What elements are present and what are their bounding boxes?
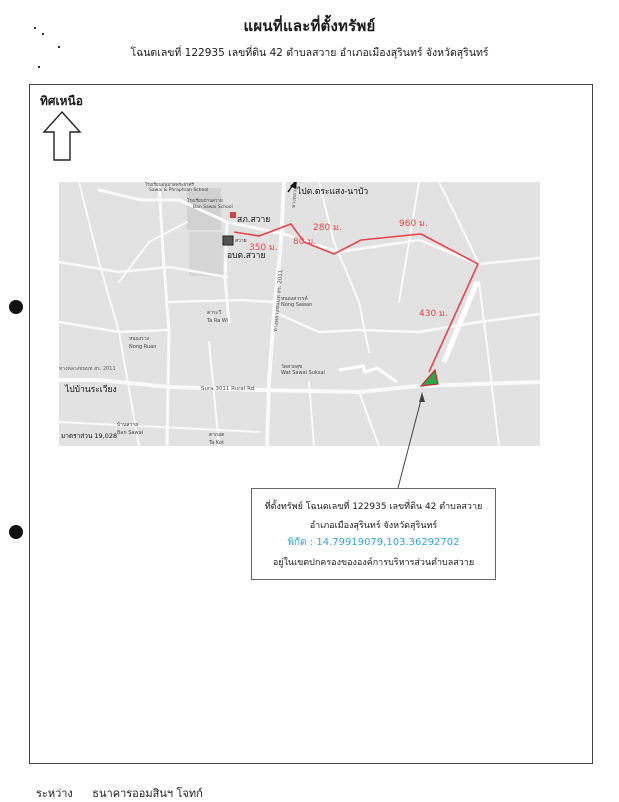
label-pond: หนองรวง	[129, 336, 150, 342]
label-ban-sawai-th: บ้านสวาย	[117, 422, 138, 428]
map-scale: มาตราส่วน 19,028	[61, 432, 118, 440]
distance-label: 280 ม.	[313, 223, 342, 233]
distance-label: 960 ม.	[399, 219, 428, 229]
location-callout	[251, 488, 496, 580]
page-subtitle: โฉนดเลขที่ 122935 เลขที่ดิน 42 ตำบลสวาย อำเภอเมืองสุรินทร์ จังหวัดสุรินทร์	[130, 47, 489, 59]
callout-coordinates	[252, 535, 495, 550]
label-police: สภ.สวาย	[237, 215, 271, 225]
label-school2-en: Sawai & Phraphran School	[149, 188, 209, 193]
label-ban-sawai: Ban Sawai	[117, 430, 144, 436]
label-ta-ra-wi: Ta Ra Wi	[207, 318, 229, 324]
coordinates-label: พิกัด :	[287, 537, 314, 548]
label-nong-sawan-th: หนองสวรรค์	[281, 296, 308, 302]
footer-label: ระหว่าง	[36, 787, 73, 800]
label-office: อบต.สวาย	[227, 251, 266, 261]
label-school2-th: โรงเรียนอนุบาลพระยาศรี	[145, 183, 194, 188]
distance-label: 80 ม.	[293, 237, 317, 247]
label-ta-ra-wi-th: ตาระวี	[207, 310, 222, 316]
page-title: แผนที่และที่ตั้งทรัพย์	[243, 17, 376, 35]
callout-line-2: อำเภอเมืองสุรินทร์ จังหวัดสุรินทร์	[309, 521, 438, 531]
callout-line-1: ที่ตั้งทรัพย์ โฉนดเลขที่ 122935 เลขที่ดิน 42 ตำบลสวาย	[264, 502, 483, 512]
label-to-village: ไปบ้านระเวียง	[65, 385, 117, 395]
label-school-en: Ban Sawai School	[193, 205, 233, 210]
distance-label: 350 ม.	[249, 243, 278, 253]
distance-label: 430 ม.	[419, 309, 448, 319]
coordinates-value: 14.79919079,103.36292702	[316, 537, 460, 548]
label-school-th: โรงเรียนบ้านสวาย	[187, 199, 223, 204]
footer-party	[36, 784, 219, 802]
label-office-box: สวาย	[235, 238, 247, 244]
label-road-small: ทางหลวง	[291, 187, 299, 209]
label-ta-kot-th: ตากอด	[209, 432, 225, 438]
label-road-2011-b: ทางหลวงชนบท สร. 2011	[59, 366, 116, 372]
label-ta-kot: Ta Kot	[209, 440, 224, 446]
north-label: ทิศเหนือ	[40, 94, 83, 108]
label-sura-road: Sura 3011 Rural Rd	[201, 386, 255, 392]
label-nong-sawan: Nong Sawan	[281, 302, 313, 308]
callout-line-4: อยู่ในเขตปกครองขององค์การบริหารส่วนตำบลสวาย	[272, 558, 475, 568]
label-to-town: ไปต.ตระแสง-นาบัว	[297, 187, 369, 197]
label-road-2011: ทางหลวงชนบท สร. 2011	[273, 269, 285, 333]
footer-value: ธนาคารออมสินฯ โจทก์	[92, 787, 203, 800]
label-nong-ruan: Nong Ruan	[129, 344, 157, 350]
label-wat-th: วัดสวยสุข	[281, 364, 303, 370]
label-wat-en: Wat Sawai Suksai	[281, 370, 325, 376]
